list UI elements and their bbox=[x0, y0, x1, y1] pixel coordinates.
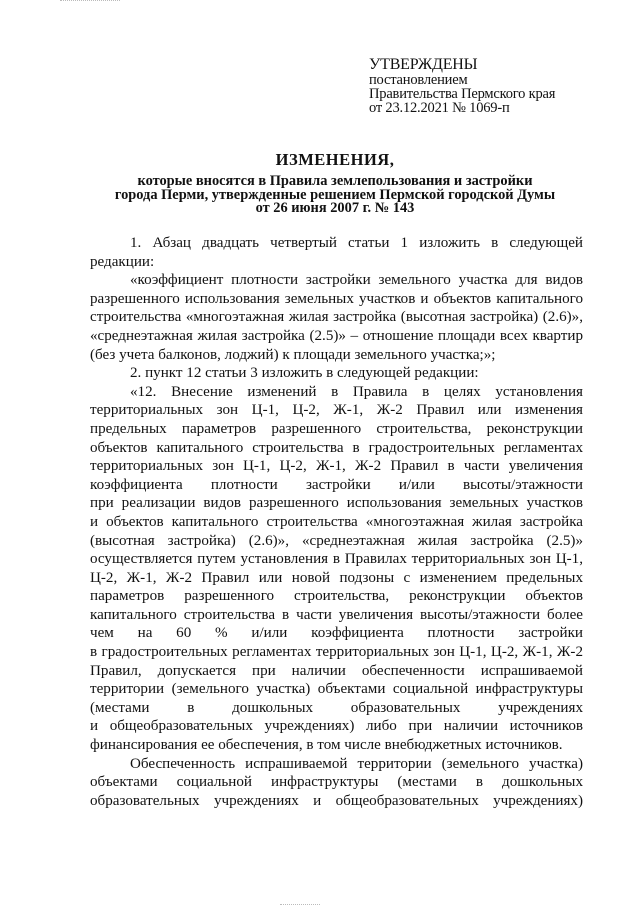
text-line: (местами в дошкольных образовательных учреждениях bbox=[90, 699, 583, 716]
text-line: объектами социальной инфраструктуры (местами в дошкольных bbox=[90, 774, 583, 791]
text-line: предельных параметров разрешенного строительства, реконструкции bbox=[90, 420, 583, 437]
text-line: и объектов капитального строительства «многоэтажная жилая застройка bbox=[90, 513, 583, 530]
text-line: территориальных зон Ц-1, Ц-2, Ж-1, Ж-2 Правил в части увеличения bbox=[90, 458, 583, 475]
approval-line: от 23.12.2021 № 1069-п bbox=[369, 100, 510, 116]
approval-line: Правительства Пермского края bbox=[369, 86, 556, 102]
text-line: объектов капитального строительства в градостроительных регламентах bbox=[90, 439, 583, 456]
document-title: ИЗМЕНЕНИЯ, bbox=[275, 150, 395, 169]
text-line: 2. пункт 12 статьи 3 изложить в следующей редакции: bbox=[130, 365, 479, 382]
text-line: «среднеэтажная жилая застройка (2.5)» – отношение площади всех квартир bbox=[90, 327, 583, 344]
document-subtitle: которые вносятся в Правила землепользования и застройки bbox=[137, 173, 533, 189]
text-line: (высотная застройка) (2.6)», «среднеэтажная жилая застройка (2.5)» bbox=[90, 532, 583, 549]
text-line: в градостроительных регламентах территориальных зон Ц-1, Ц-2, Ж-1, Ж-2 bbox=[90, 644, 583, 661]
text-line: капитального строительства в части увеличения высоты/этажности более bbox=[90, 606, 583, 623]
approval-line: постановлением bbox=[369, 72, 468, 88]
text-line: Ц-2, Ж-1, Ж-2 Правил или новой подзоны с изменением предельных bbox=[90, 569, 583, 586]
text-line: коэффициента плотности застройки и/или высоты/этажности bbox=[90, 476, 583, 493]
text-line: при реализации видов разрешенного использования земельных участков bbox=[90, 495, 583, 512]
text-line: территориальных зон Ц-1, Ц-2, Ж-1, Ж-2 Правил или изменения bbox=[90, 402, 583, 419]
text-line: разрешенного использования земельных участков и объектов капитального bbox=[90, 290, 583, 307]
text-line: территории (земельного участка) объектами социальной инфраструктуры bbox=[90, 681, 583, 698]
document-subtitle: города Перми, утвержденные решением Пермской городской Думы bbox=[114, 186, 556, 203]
text-line: и общеобразовательных учреждениях) либо при наличии источников bbox=[90, 718, 583, 735]
document-body bbox=[90, 234, 583, 810]
text-line: чем на 60 % и/или коэффициента плотности застройки bbox=[90, 625, 583, 642]
text-line: (без учета балконов, лоджий) к площади земельного участка;»; bbox=[90, 346, 496, 363]
text-line: «коэффициент плотности застройки земельного участка для видов bbox=[130, 272, 583, 289]
text-line: параметров разрешенного строительства, реконструкции объектов bbox=[90, 588, 583, 605]
text-line: Правил, допускается при наличии обеспеченности испрашиваемой bbox=[90, 662, 583, 679]
scan-edge-mark bbox=[60, 0, 120, 3]
text-line: Обеспеченность испрашиваемой территории (земельного участка) bbox=[130, 755, 583, 772]
text-line: строительства «многоэтажная жилая застройка (высотная застройка) (2.6)», bbox=[90, 309, 583, 326]
text-line: 1. Абзац двадцать четвертый статьи 1 изложить в следующей bbox=[130, 235, 583, 251]
text-line: образовательных учреждениях и общеобразовательных учреждениях) bbox=[90, 792, 583, 809]
document-heading bbox=[100, 150, 570, 216]
approval-title: УТВЕРЖДЕНЫ bbox=[369, 56, 478, 73]
text-line: «12. Внесение изменений в Правила в целях установления bbox=[130, 383, 583, 400]
document-subtitle: от 26 июня 2007 г. № 143 bbox=[255, 200, 415, 216]
text-line: осуществляется путем установления в Правилах территориальных зон Ц-1, bbox=[90, 551, 583, 568]
text-line: редакции: bbox=[90, 253, 155, 270]
text-line: финансирования ее обеспечения, в том числе внебюджетных источников. bbox=[90, 737, 563, 754]
approval-block bbox=[369, 56, 555, 115]
